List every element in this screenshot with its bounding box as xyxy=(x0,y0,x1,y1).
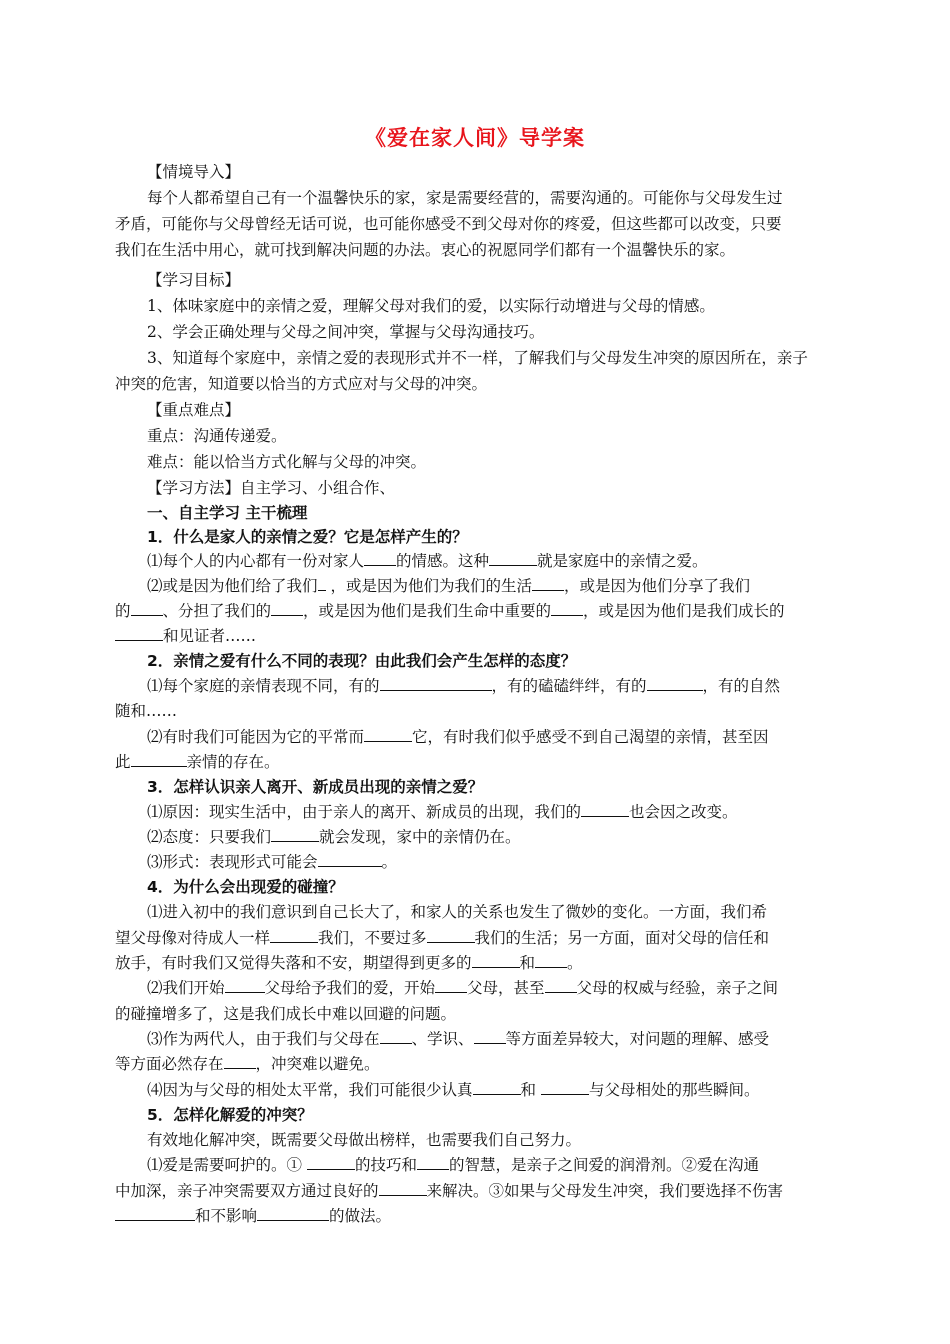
fill-in-blank[interactable] xyxy=(131,601,163,616)
fill-in-blank[interactable] xyxy=(364,551,396,566)
text-line: ⑵有时我们可能因为它的平常而 它，有时我们似乎感受不到自己渴望的亲情，甚至因 xyxy=(147,728,769,746)
fill-in-blank[interactable] xyxy=(379,1181,427,1196)
fill-in-blank[interactable] xyxy=(271,601,303,616)
text-line: 【情境导入】 xyxy=(147,163,241,181)
section-heading: 一、自主学习 主干梳理 xyxy=(147,504,308,522)
fill-in-blank[interactable] xyxy=(535,953,567,968)
text-line: ⑶作为两代人，由于我们与父母在 、学识、 等方面差异较大，对问题的理解、感受 xyxy=(147,1030,770,1048)
text-line: ⑵我们开始 父母给予我们的爱，开始 父母，甚至 父母的权威与经验，亲子之间 xyxy=(147,979,779,997)
fill-in-blank[interactable] xyxy=(489,551,537,566)
fill-in-blank[interactable] xyxy=(472,953,520,968)
section-heading: 1．什么是家人的亲情之爱？它是怎样产生的？ xyxy=(147,528,468,546)
text-line: 冲突的危害，知道要以恰当的方式应对与父母的冲突。 xyxy=(115,375,488,393)
fill-in-blank[interactable] xyxy=(115,626,163,641)
text-line: 3、知道每个家庭中，亲情之爱的表现形式并不一样，了解我们与父母发生冲突的原因所在，亲子 xyxy=(147,349,808,367)
text-line: 的碰撞增多了，这是我们成长中难以回避的问题。 xyxy=(115,1005,457,1023)
fill-in-blank[interactable] xyxy=(364,727,412,742)
text-line: 【重点难点】 xyxy=(147,401,241,419)
text-line: 等方面必然存在 ，冲突难以避免。 xyxy=(115,1055,380,1073)
text-line: ⑶形式：表现形式可能会 。 xyxy=(147,853,398,871)
fill-in-blank[interactable] xyxy=(541,1080,589,1095)
fill-in-blank[interactable] xyxy=(115,1206,195,1221)
text-line: 望父母像对待成人一样 我们，不要过多 我们的生活；另一方面，面对父母的信任和 xyxy=(115,929,770,947)
text-line: ⑵态度：只要我们 就会发现，家中的亲情仍在。 xyxy=(147,828,521,846)
fill-in-blank[interactable] xyxy=(380,1029,412,1044)
text-line: 难点：能以恰当方式化解与父母的冲突。 xyxy=(147,453,427,471)
fill-in-blank[interactable] xyxy=(225,978,265,993)
text-line: 【学习目标】 xyxy=(147,271,241,289)
fill-in-blank[interactable] xyxy=(427,928,475,943)
text-line: 随和…… xyxy=(115,702,178,720)
fill-in-blank[interactable] xyxy=(647,676,703,691)
fill-in-blank[interactable] xyxy=(271,827,319,842)
text-line: 1、体味家庭中的亲情之爱，理解父母对我们的爱，以实际行动增进与父母的情感。 xyxy=(147,297,715,315)
fill-in-blank[interactable] xyxy=(318,852,382,867)
fill-in-blank[interactable] xyxy=(551,601,583,616)
text-line: ⑴爱是需要呵护的。① 的技巧和 的智慧，是亲子之间爱的润滑剂。②爱在沟通 xyxy=(147,1156,759,1174)
text-line: 我们在生活中用心，就可找到解决问题的办法。衷心的祝愿同学们都有一个温馨快乐的家。 xyxy=(115,241,736,259)
text-line: ⑷因为与父母的相处太平常，我们可能很少认真 和 与父母相处的那些瞬间。 xyxy=(147,1081,760,1099)
text-line: ⑵或是因为他们给了我们 ，或是因为他们为我们的生活 ，或是因为他们分享了我们 xyxy=(147,577,750,595)
section-heading: 5．怎样化解爱的冲突？ xyxy=(147,1106,313,1124)
fill-in-blank[interactable] xyxy=(257,1206,329,1221)
text-line: ⑴每个家庭的亲情表现不同，有的 ，有的磕磕绊绊，有的 ，有的自然 xyxy=(147,677,781,695)
fill-in-blank[interactable] xyxy=(270,928,318,943)
text-line: 重点：沟通传递爱。 xyxy=(147,427,287,445)
fill-in-blank[interactable] xyxy=(474,1029,506,1044)
fill-in-blank[interactable] xyxy=(435,978,467,993)
section-heading: 3．怎样认识亲人离开、新成员出现的亲情之爱？ xyxy=(147,778,484,796)
text-line: ⑴每个人的内心都有一份对家人 的情感。这种 就是家庭中的亲情之爱。 xyxy=(147,552,708,570)
text-line: 放手，有时我们又觉得失落和不安，期望得到更多的 和 。 xyxy=(115,954,583,972)
text-line: 2、学会正确处理与父母之间冲突，掌握与父母沟通技巧。 xyxy=(147,323,545,341)
fill-in-blank[interactable] xyxy=(545,978,577,993)
fill-in-blank[interactable] xyxy=(318,576,326,591)
text-line: 有效地化解冲突，既需要父母做出榜样，也需要我们自己努力。 xyxy=(147,1131,582,1149)
text-line: 和不影响 的做法。 xyxy=(115,1206,840,1226)
text-line: 每个人都希望自己有一个温馨快乐的家，家是需要经营的，需要沟通的。可能你与父母发生过 xyxy=(147,189,783,207)
fill-in-blank[interactable] xyxy=(380,676,492,691)
text-line: 的 、分担了我们的 ，或是因为他们是我们生命中重要的 ，或是因为他们是我们成长的 xyxy=(115,602,785,620)
fill-in-blank[interactable] xyxy=(307,1155,355,1170)
section-heading: 2．亲情之爱有什么不同的表现？由此我们会产生怎样的态度？ xyxy=(147,652,577,670)
text-line: 中加深，亲子冲突需要双方通过良好的 来解决。③如果与父母发生冲突，我们要选择不伤害 xyxy=(115,1182,784,1200)
text-line: 此 亲情的存在。 xyxy=(115,753,280,771)
text-line: 矛盾，可能你与父母曾经无话可说，也可能你感受不到父母对你的疼爱，但这些都可以改变，只要 xyxy=(115,215,782,233)
text-line: ⑴原因：现实生活中，由于亲人的离开、新成员的出现，我们的 也会因之改变。 xyxy=(147,803,738,821)
fill-in-blank[interactable] xyxy=(473,1080,521,1095)
text-line: ⑴进入初中的我们意识到自己长大了，和家人的关系也发生了微妙的变化。一方面，我们希 xyxy=(147,903,768,921)
fill-in-blank[interactable] xyxy=(131,752,187,767)
text-line: 和见证者…… xyxy=(115,626,840,646)
fill-in-blank[interactable] xyxy=(224,1054,256,1069)
fill-in-blank[interactable] xyxy=(532,576,564,591)
text-line: 【学习方法】自主学习、小组合作、 xyxy=(147,479,396,497)
fill-in-blank[interactable] xyxy=(417,1155,449,1170)
document-title: 《爱在家人间》导学案 xyxy=(365,126,585,150)
section-heading: 4．为什么会出现爱的碰撞？ xyxy=(147,878,344,896)
fill-in-blank[interactable] xyxy=(581,802,629,817)
